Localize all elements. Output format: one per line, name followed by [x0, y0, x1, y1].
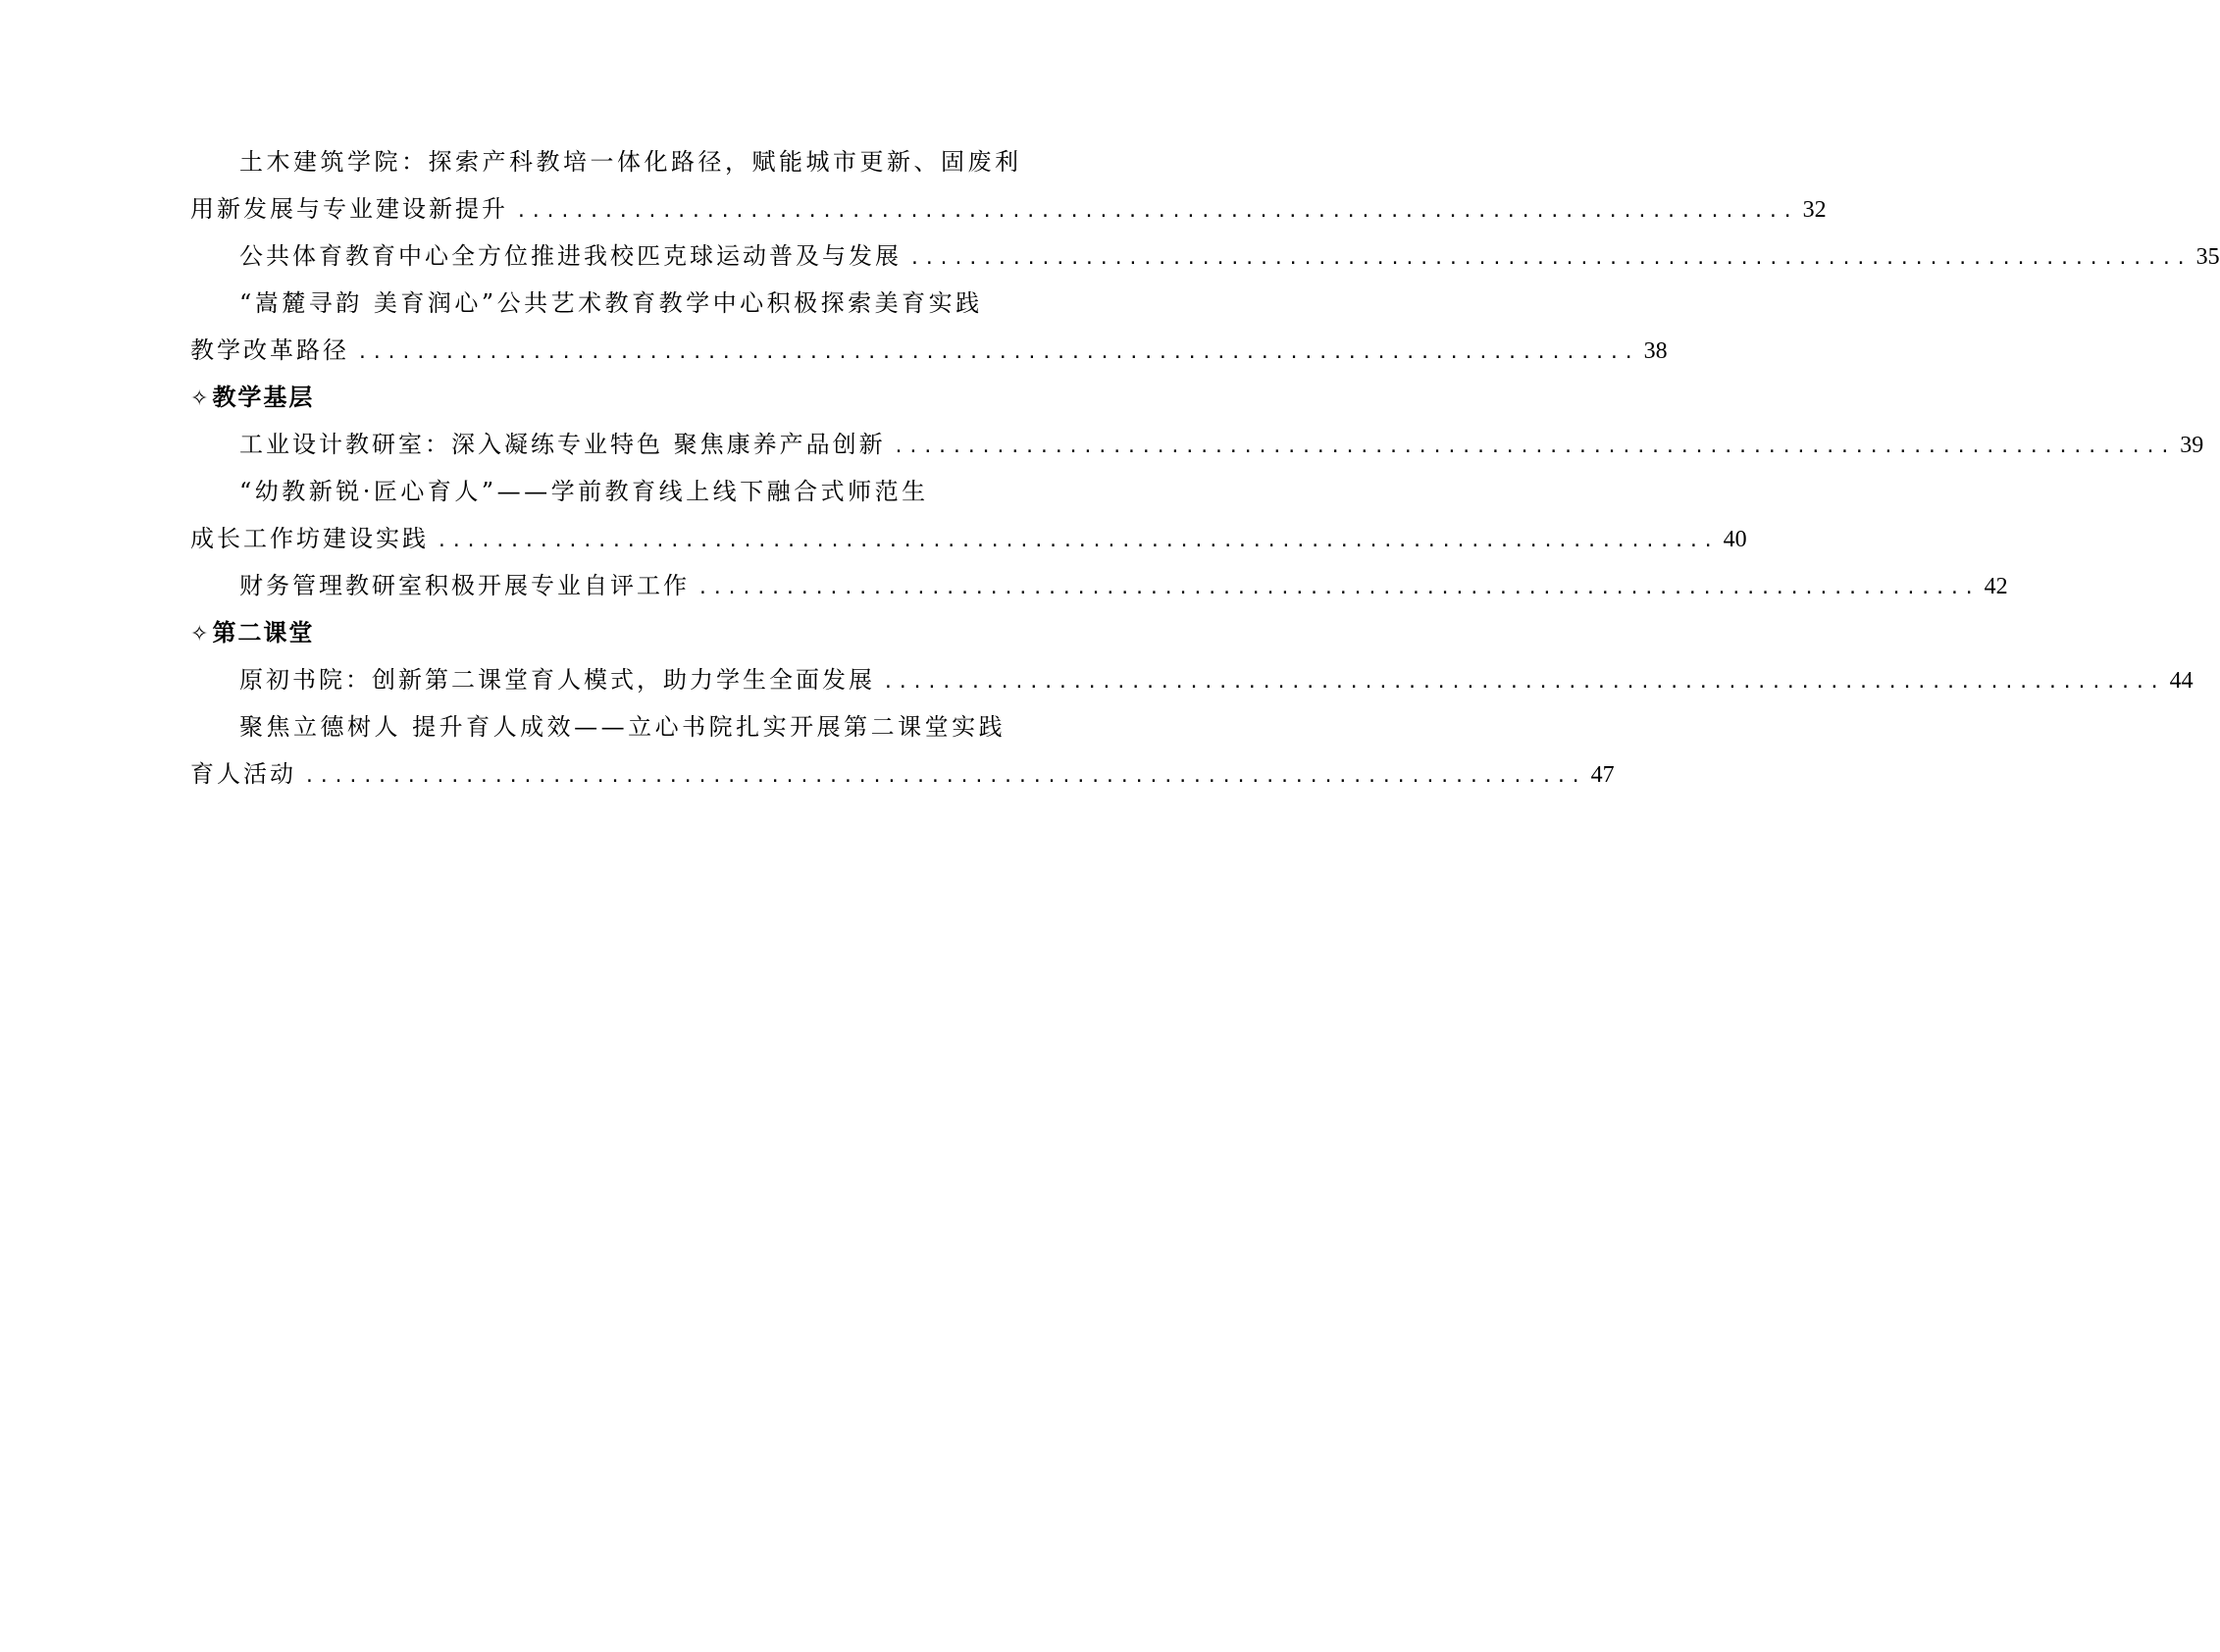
- toc-entry[interactable]: [190, 421, 2204, 468]
- toc-leader-dots: ........................................................................................: [357, 342, 1638, 363]
- toc-entry[interactable]: [190, 138, 1827, 232]
- toc-page-number: 40: [1723, 527, 1747, 552]
- toc-entry[interactable]: [190, 656, 2194, 703]
- toc-entry-title: “幼教新锐·匠心育人”——学前教育线上线下融合式师范生: [239, 478, 929, 505]
- toc-leader-dots: ........................................................................................: [697, 578, 1979, 598]
- toc-page-number: 32: [1802, 197, 1827, 223]
- section-title: 第二课堂: [212, 619, 315, 646]
- toc-leader-dots: ........................................................................................: [437, 531, 1718, 551]
- toc-page-number: 42: [1984, 574, 2008, 599]
- toc-entry-title: 公共体育教育中心全方位推进我校匹克球运动普及与发展: [239, 242, 902, 270]
- toc-page-number: 47: [1590, 762, 1615, 788]
- toc-entry[interactable]: [190, 280, 1668, 374]
- toc-page-number: 35: [2195, 244, 2220, 270]
- toc-entry-title: 土木建筑学院：探索产科教培一体化路径，赋能城市更新、固废利: [239, 148, 1022, 176]
- toc-leader-dots: ........................................................................................: [893, 437, 2175, 457]
- toc-page-number: 39: [2180, 433, 2204, 458]
- toc-page-number: 38: [1643, 338, 1668, 364]
- toc-entry-title: 财务管理教研室积极开展专业自评工作: [239, 572, 690, 599]
- toc-entry[interactable]: [190, 562, 2008, 609]
- toc-entry[interactable]: [190, 703, 1615, 798]
- toc-leader-dots: ........................................................................................: [304, 766, 1585, 787]
- toc-leader-dots: ........................................................................................: [909, 248, 2191, 269]
- diamond-star-icon: ✧: [190, 622, 211, 646]
- toc-entry-title-cont: 成长工作坊建设实践: [190, 525, 429, 552]
- table-of-contents: [190, 138, 2220, 798]
- toc-entry[interactable]: [190, 468, 1747, 562]
- toc-entry-title: 原初书院：创新第二课堂育人模式，助力学生全面发展: [239, 666, 875, 694]
- toc-page-number: 44: [2169, 668, 2194, 694]
- section-title: 教学基层: [212, 384, 315, 411]
- toc-leader-dots: ........................................................................................: [516, 201, 1797, 222]
- toc-entry-title-cont: 教学改革路径: [190, 336, 349, 364]
- toc-entry-title-cont: 育人活动: [190, 760, 296, 788]
- toc-section-heading: [190, 374, 1044, 421]
- diamond-star-icon: ✧: [190, 387, 211, 411]
- toc-entry-title: 聚焦立德树人 提升育人成效——立心书院扎实开展第二课堂实践: [239, 713, 1007, 741]
- toc-entry-title: “嵩麓寻韵 美育润心”公共艺术教育教学中心积极探索美育实践: [239, 289, 983, 317]
- toc-entry-title: 工业设计教研室：深入凝练专业特色 聚焦康养产品创新: [239, 431, 886, 458]
- toc-section-heading: [190, 609, 1044, 656]
- toc-entry[interactable]: [190, 232, 2220, 280]
- toc-leader-dots: ........................................................................................: [883, 672, 2164, 693]
- toc-entry-title-cont: 用新发展与专业建设新提升: [190, 195, 508, 223]
